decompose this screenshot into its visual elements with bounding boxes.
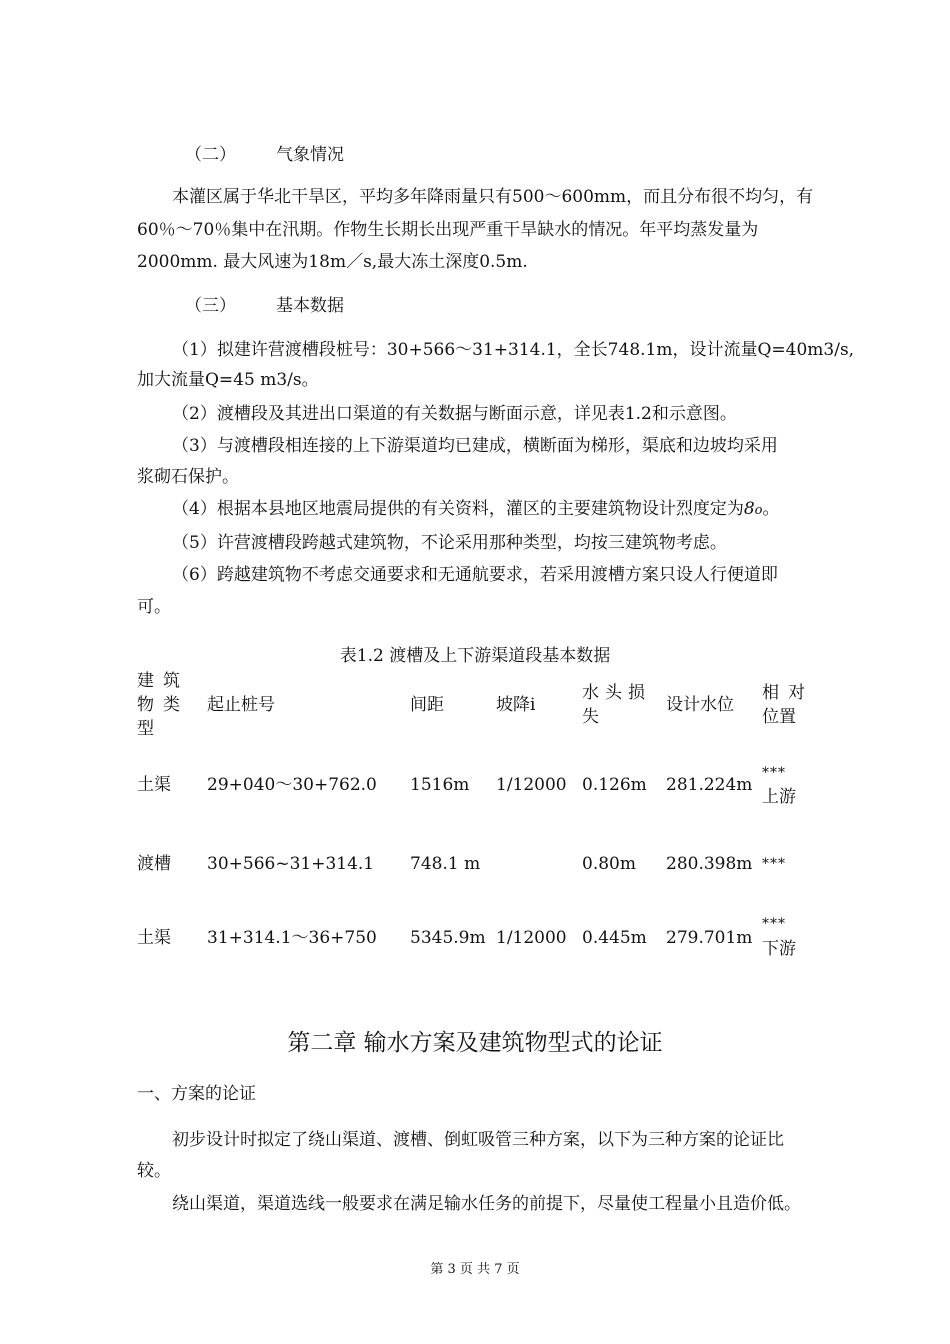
cell-water-level: 279.701m: [666, 928, 753, 948]
section-title: 基本数据: [276, 296, 344, 316]
header-station: 起止桩号: [207, 695, 275, 715]
page-number: 第 3 页 共 7 页: [430, 1262, 520, 1277]
header-headloss-line: 水头损: [582, 683, 651, 703]
section-label: （三）: [185, 296, 236, 316]
header-water-level: 设计水位: [666, 695, 734, 715]
paragraph-line: 绕山渠道，渠道选线一般要求在满足输水任务的前提下，尽量使工程量小且造价低。: [172, 1194, 801, 1214]
item-5: （5）许营渡槽段跨越式建筑物，不论采用那种类型，均按三建筑物考虑。: [172, 533, 727, 553]
item-1-line: （1）拟建许营渡槽段桩号：30+566～31+314.1，全长748.1m，设计流量Q=40m3/s,: [172, 340, 855, 360]
cell-position-mark: ***: [762, 856, 786, 872]
item-6-line: 可。: [137, 597, 171, 617]
cell-station: 30+566~31+314.1: [207, 854, 375, 874]
header-type-line: 物类: [137, 695, 189, 715]
item-2: （2）渡槽段及其进出口渠道的有关数据与断面示意，详见表1.2和示意图。: [172, 404, 737, 424]
cell-type: 土渠: [137, 928, 171, 948]
cell-spacing: 748.1 m: [410, 854, 481, 874]
item-4: [172, 499, 859, 521]
header-type-line: 型: [137, 719, 154, 739]
header-headloss-line: 失: [582, 707, 599, 727]
cell-headloss: 0.126m: [582, 775, 647, 795]
header-position-line: 相对: [762, 683, 814, 703]
header-spacing: 间距: [410, 695, 444, 715]
header-type-line: 建筑: [137, 671, 189, 691]
item-4-end: 。: [762, 499, 780, 519]
chapter-title: 第二章 输水方案及建筑物型式的论证: [287, 1030, 663, 1056]
header-slope: 坡降i: [496, 695, 536, 715]
cell-slope: 1/12000: [496, 928, 567, 948]
cell-type: 土渠: [137, 775, 171, 795]
cell-slope: 1/12000: [496, 775, 567, 795]
table-caption: 表1.2 渡槽及上下游渠道段基本数据: [339, 646, 611, 666]
cell-station: 31+314.1～36+750: [207, 928, 377, 948]
section-label: （二）: [185, 145, 236, 165]
cell-water-level: 281.224m: [666, 775, 753, 795]
cell-position-mark: ***: [762, 916, 786, 932]
cell-spacing: 1516m: [410, 775, 470, 795]
cell-spacing: 5345.9m: [410, 928, 486, 948]
item-1-line: 加大流量Q=45 m3/s。: [137, 370, 319, 390]
cell-type: 渡槽: [137, 854, 171, 874]
cell-position-mark: ***: [762, 765, 786, 781]
item-4-text: （4）根据本县地区地震局提供的有关资料，灌区的主要建筑物设计烈度定为: [172, 499, 744, 519]
section-title: 气象情况: [276, 145, 344, 165]
cell-position: 上游: [762, 787, 796, 807]
degree-mark: o: [754, 503, 763, 518]
header-position-line: 位置: [762, 707, 796, 727]
cell-station: 29+040～30+762.0: [207, 775, 377, 795]
paragraph-line: 初步设计时拟定了绕山渠道、渡槽、倒虹吸管三种方案，以下为三种方案的论证比: [172, 1130, 784, 1150]
paragraph-line: 较。: [137, 1161, 171, 1181]
cell-water-level: 280.398m: [666, 854, 753, 874]
item-3-line: 浆砌石保护。: [137, 467, 239, 487]
item-3-line: （3）与渡槽段相连接的上下游渠道均已建成，横断面为梯形，渠底和边坡均采用: [172, 436, 778, 456]
cell-headloss: 0.445m: [582, 928, 647, 948]
intensity-value: 8: [743, 499, 755, 519]
section-heading-basic-data: [185, 296, 907, 316]
paragraph-line: 2000mm. 最大风速为18m／s,最大冻土深度0.5m.: [137, 252, 528, 272]
section-heading-scheme: 一、方案的论证: [137, 1084, 256, 1104]
paragraph-line: 本灌区属于华北干旱区，平均多年降雨量只有500～600mm，而且分布很不均匀，有: [172, 187, 814, 207]
section-heading-meteorology: [185, 145, 907, 165]
item-6-line: （6）跨越建筑物不考虑交通要求和无通航要求，若采用渡槽方案只设人行便道即: [172, 565, 778, 585]
paragraph-line: 60％～70％集中在汛期。作物生长期长出现严重干旱缺水的情况。年平均蒸发量为: [137, 220, 759, 240]
cell-headloss: 0.80m: [582, 854, 636, 874]
cell-position: 下游: [762, 939, 796, 959]
